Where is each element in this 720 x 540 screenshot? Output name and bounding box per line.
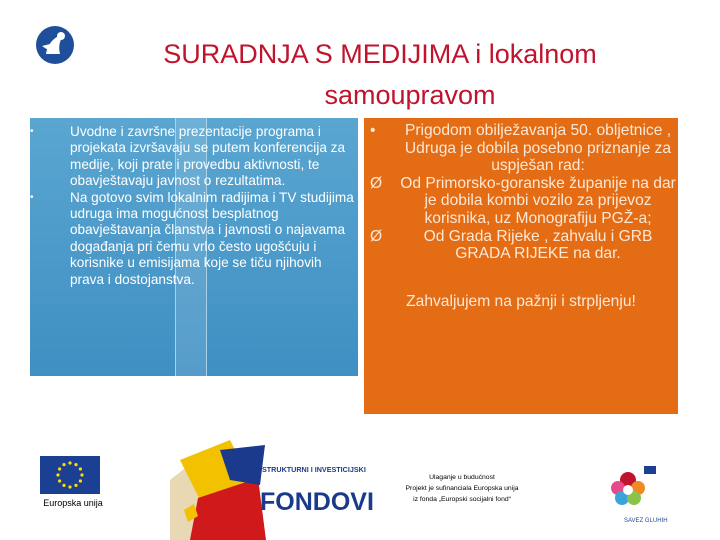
funding-line-2: Projekt je sufinanciala Europska unija: [405, 485, 519, 492]
right-panel: [364, 122, 678, 310]
right-item-text: Prigodom obilježavanja 50. obljetnice , Udruga je dobila posebno priznanje za uspješan rad:: [404, 122, 672, 175]
title-line-1: SURADNJA S MEDIJIMA i lokalnom: [163, 39, 597, 69]
title-line-2: samoupravom: [324, 80, 496, 110]
funding-line-3: iz fonda „Europski socijalni fond“: [413, 496, 511, 503]
left-bullet-list: [30, 124, 356, 288]
organization-logo: [34, 24, 76, 66]
partner-logo: [598, 464, 668, 534]
right-item-1: [364, 122, 678, 175]
right-item-3: [364, 228, 678, 263]
right-item-2: [364, 175, 678, 228]
left-bullet-1: • Uvodne i završne prezentacije programa i projekata izvršavaju se putem konferencija za medije, koji prate i provedbu aktivnosti, te obavještavaju javnost o rezultatima.: [30, 124, 356, 190]
arrow-bullet-icon: Ø: [370, 227, 383, 245]
right-item-text: Od Grada Rijeke , zahvalu i GRB GRADA RIJEKE na dar.: [423, 227, 653, 263]
eu-label: Europska unija: [43, 498, 103, 508]
funding-statement: [372, 472, 552, 505]
left-panel: [30, 124, 356, 288]
funding-line-1: Ulaganje u budućnost: [429, 474, 495, 481]
right-list: [364, 122, 678, 263]
structural-funds-logo: [170, 440, 374, 540]
arrow-bullet-icon: Ø: [370, 174, 383, 192]
thanks-message: Zahvaljujem na pažnji i strpljenju!: [406, 292, 636, 310]
fondovi-big-text: FONDOVI: [260, 488, 374, 516]
slide-title: [100, 34, 660, 116]
eu-flag-icon: [40, 456, 100, 494]
right-item-text: Od Primorsko-goranske županije na dar je dobila kombi vozilo za prijevoz korisnika, uz Monografiju PGŽ-a;: [400, 174, 676, 227]
fondovi-small-text: STRUKTURNI I INVESTICIJSKI: [262, 465, 366, 474]
partner-logo-text: SAVEZ GLUHIH: [624, 518, 668, 524]
left-bullet-2: • Na gotovo svim lokalnim radijima i TV studijima udruga ima mogućnost besplatnog obavještavanja članstva i javnosti o najavama događanja pri čemu vrlo često ugošćuju i korisnike u emisijama koje se tiču njihovih prava i dostojanstva.: [30, 190, 356, 288]
bullet-marker: •: [370, 122, 376, 139]
